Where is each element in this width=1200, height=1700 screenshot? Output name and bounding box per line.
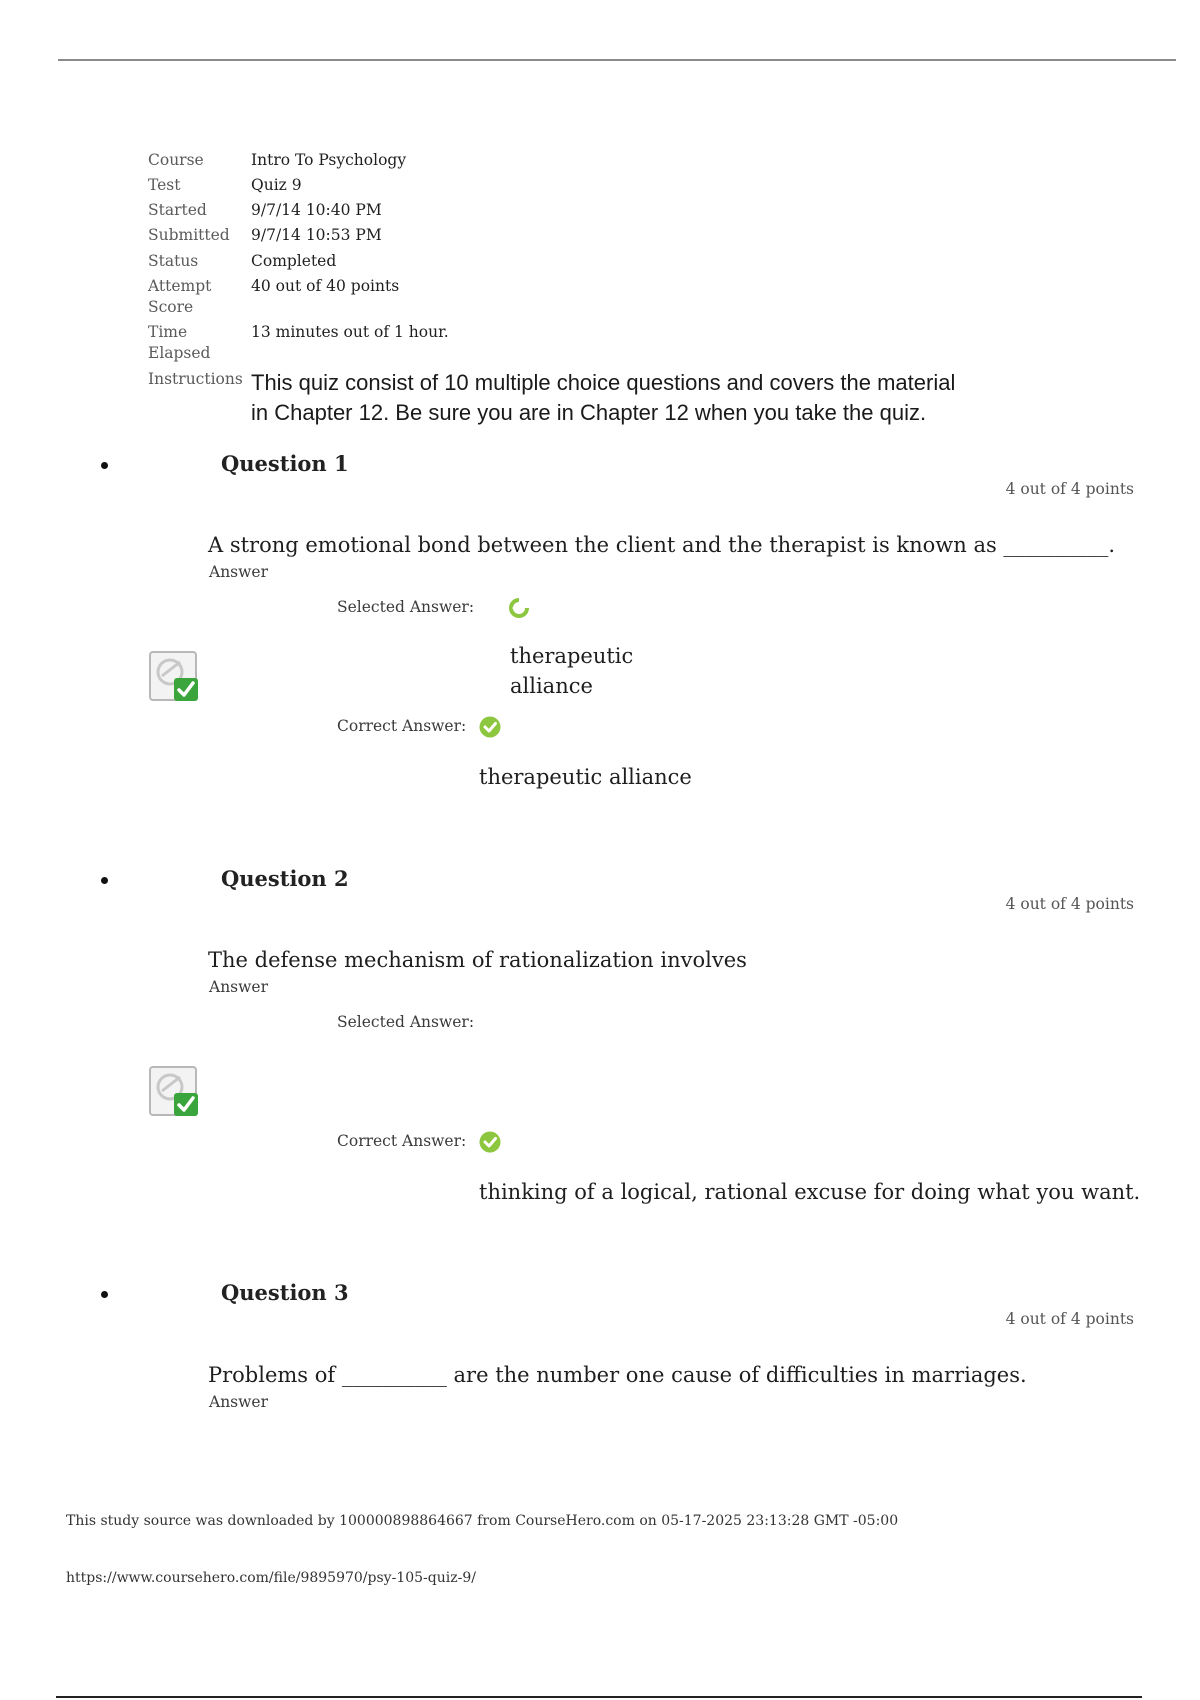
submitted-label: Submitted (148, 226, 230, 244)
test-label: Test (148, 176, 181, 194)
test-value: Quiz 9 (251, 176, 302, 194)
download-source-note: This study source was downloaded by 100000898864667 from CourseHero.com on 05-17-2025 23:13:28 GMT -05:00 (66, 1513, 899, 1529)
question-title: Question 1 (221, 451, 349, 476)
bullet-icon (101, 1291, 108, 1298)
question-title: Question 2 (221, 866, 349, 891)
time-label-line-2: Elapsed (148, 344, 211, 362)
correct-answer-label: Correct Answer: (337, 717, 467, 735)
top-rule (58, 59, 1176, 61)
question-points: 4 out of 4 points (1005, 1310, 1134, 1328)
started-value: 9/7/14 10:40 PM (251, 201, 382, 219)
status-label: Status (148, 252, 199, 270)
selected-answer-label: Selected Answer: (337, 598, 475, 616)
selected-answer-line-1: therapeutic (510, 644, 634, 668)
time-elapsed-label (148, 322, 243, 364)
selected-answer-label: Selected Answer: (337, 1013, 475, 1031)
source-url[interactable]: https://www.coursehero.com/file/9895970/psy-105-quiz-9/ (66, 1570, 476, 1586)
check-circle-icon (479, 1131, 501, 1153)
question-text: Problems of __________ are the number one cause of difficulties in marriages. (208, 1363, 1027, 1387)
time-elapsed-value: 13 minutes out of 1 hour. (251, 323, 449, 341)
instructions-line-1: This quiz consist of 10 multiple choice questions and covers the material (251, 370, 956, 395)
course-value: Intro To Psychology (251, 151, 407, 169)
answer-label: Answer (209, 563, 268, 581)
selected-answer-line-2: alliance (510, 674, 593, 698)
attempt-score-label (148, 276, 243, 318)
started-label: Started (148, 201, 207, 219)
attempt-score-value: 40 out of 40 points (251, 277, 400, 295)
time-label-line-1: Time (148, 323, 188, 341)
question-title: Question 3 (221, 1280, 349, 1305)
correct-answer-text: therapeutic alliance (479, 765, 692, 789)
grade-icon (148, 650, 202, 704)
check-circle-icon (479, 716, 501, 738)
status-value: Completed (251, 252, 337, 270)
attempt-label-line-2: Score (148, 298, 194, 316)
correct-answer-text: thinking of a logical, rational excuse for doing what you want. (479, 1180, 1141, 1204)
instructions-label: Instructions (148, 370, 243, 388)
bullet-icon (101, 462, 108, 469)
question-points: 4 out of 4 points (1005, 480, 1134, 498)
question-text: The defense mechanism of rationalization involves (208, 948, 747, 972)
selected-answer-text (510, 641, 633, 701)
attempt-label-line-1: Attempt (148, 277, 212, 295)
question-text: A strong emotional bond between the client and the therapist is known as __________. (208, 533, 1116, 557)
answer-label: Answer (209, 1393, 268, 1411)
instructions-text (251, 368, 1051, 428)
bullet-icon (101, 877, 108, 884)
grade-icon (148, 1065, 202, 1119)
answer-label: Answer (209, 978, 268, 996)
correct-answer-label: Correct Answer: (337, 1132, 467, 1150)
question-points: 4 out of 4 points (1005, 895, 1134, 913)
course-label: Course (148, 151, 204, 169)
instructions-line-2: in Chapter 12. Be sure you are in Chapter 12 when you take the quiz. (251, 400, 927, 425)
bottom-rule (56, 1696, 1142, 1698)
submitted-value: 9/7/14 10:53 PM (251, 226, 382, 244)
check-circle-icon (508, 597, 530, 619)
